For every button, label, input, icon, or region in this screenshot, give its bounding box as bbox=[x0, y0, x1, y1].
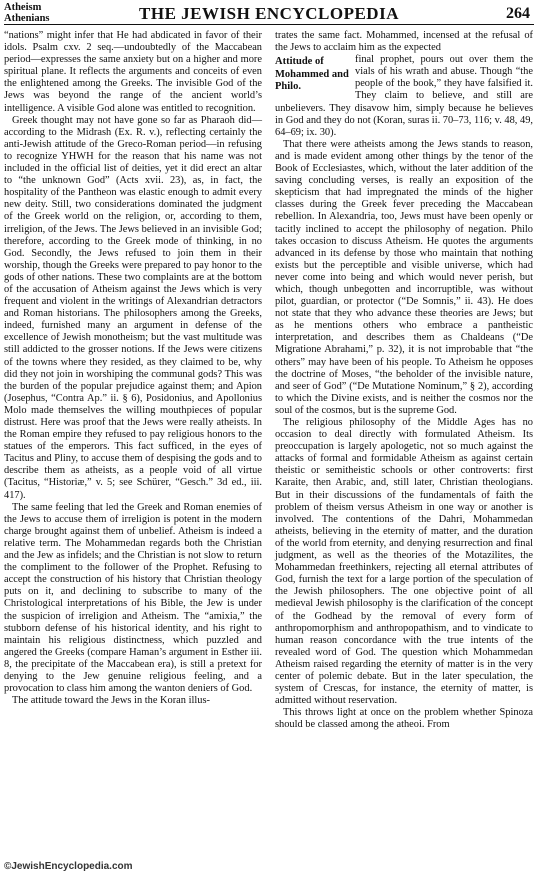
copyright-footer: ©JewishEncyclopedia.com bbox=[4, 861, 133, 872]
left-column bbox=[4, 30, 262, 707]
header-rule bbox=[4, 24, 534, 25]
page-number: 264 bbox=[506, 5, 530, 22]
paragraph: final prophet, pours out over them the vials of his wrath and abuse. Though “the people of the book,” they have falsified it. They claim to believe, and still are unbelievers. They disavow him, simply because he believes in God and they do not (Koran, suras ii. 70–73, 116; v. 48, 49, 64–69; ix. 30). bbox=[275, 54, 533, 138]
paragraph: The attitude toward the Jews in the Koran illus- bbox=[12, 695, 210, 707]
paragraph: “nations” might infer that He had abdicated in favor of their idols. Psalm cxv. 2 seq.—undoubtedly of the Maccabean period—expresses the same anxiety but on a higher and more spiritual plane. It reflects the arguments and conceits of even the enlightened among the Greeks. The invisible God of the Jews was beyond the range of the ancient world’s intelligence. A visible God alone was entitled to recognition. bbox=[4, 30, 262, 114]
paragraph: This throws light at once on the problem whether Spinoza should be classed among the atheoi. From bbox=[275, 707, 533, 731]
side-heading: Attitude of Mohammed and Philo. bbox=[275, 56, 349, 93]
paragraph: Greek thought may not have gone so far as Pharaoh did—according to the Midrash (Ex. R. v.), reflecting certainly the anti-Jewish attitude of the Greco-Roman period—in refusing to recognize YHWH for the reason that his name was not included in the official list of deities, yet it did erect an altar to “the unknown God” (Acts xvii. 23), as, in fact, the hospitality of the Pantheon was elastic enough to admit every new deity. Still, two considerations dominated the judgment of the Greek world on the religion, or, according to them, irreligion, of the Jews. The Jews believed in an invisible God; therefore, according to the Greek mode of thinking, in no God. Secondly, the Jews refused to join them in their worship, though the Greeks were prepared to pay honor to the gods of other nations. These two complaints are at the bottom of the accusation of Atheism against the Jews which is very frequent and violent in the writings of Alexandrian detractors and Roman historians. The philosophers among the Greeks, indeed, furnished many an argument in defense of the excellence of Jewish monotheism; but the vast multitude was still addicted to the grosser notions. If the Jews were citizens of the towns where they resided, as they claimed to be, why did they not join in worshiping the communal gods? This was the burden of the popular prejudice against them; and Apion (Josephus, “Contra Ap.” ii. § 6), Posidonius, and Apollonius Molo made themselves the willing mouthpieces of popular distrust. Here was proof that the Jews were really atheists. In the Roman empire they refused to pay religious honors to the statues of the emperors. This fact sufficed, in the eyes of Tacitus and Pliny, to accuse them of despising the gods and to describe them as atheists, as a people void of all virtue (Tacitus, “Historiæ,” v. 5; see Schürer, “Gesch.” 3d ed., iii. 417). bbox=[4, 114, 262, 501]
running-head-first: Atheism bbox=[4, 2, 42, 13]
paragraph: The same feeling that led the Greek and Roman enemies of the Jews to accuse them of irreligion is potent in the modern charge brought against them of unbelief. Atheism is indeed a relative term. The Mohammedan regards both the Christian and the Jew as infidels; and the Christian is not slow to return the compliment to the follower of the Prophet. Refusing to accept the construction of his history that Christian theology puts on it, and declining to subscribe to many of the Christological interpretations of his Bible, the Jew is under the suspicion of irreligion and Atheism. The “amixia,” the stubborn defense of his historical identity, and his right to maintain his religious distinctness, which puzzled and angered the Greeks (compare Haman’s argument in Esther iii. 8, the precipitate of the Maccabean era), is still a pretext for denying to the Jew genuine religious feeling, and a provocation to class him among the wanton deniers of God. bbox=[4, 501, 262, 695]
paragraph: trates the same fact. Mohammed, incensed at the refusal of the Jews to acclaim him as the expected bbox=[275, 30, 533, 54]
running-head-last: Athenians bbox=[4, 13, 50, 24]
right-column bbox=[275, 30, 533, 731]
page-title: THE JEWISH ENCYCLOPEDIA bbox=[139, 4, 399, 23]
paragraph: The religious philosophy of the Middle Ages has no occasion to deal directly with formulated Atheism. Its preoccupation is largely apologetic, not so much against the attacks of formal and formidable Atheism as against certain theistic or semitheistic schools or other controverts: first Karaite, then Arabic, and, still later, Christian theologians. But in their discussions of the fundamentals of faith the problem of theism versus Atheism in one way or another is involved. The contentions of the Dahri, Mohammedan atheists, believing in the eternity of matter, and the duration of the world from eternity, and denying resurrection and final judgment, as well as the theories of the Motazilites, the Mohammedan freethinkers, rejecting all eternal attributes of God, furnish the text for a large portion of the speculation of the Jewish philosophers. The one objective point of all medieval Jewish philosophy is the clarification of the concept of the Godhead by the removal of every form of anthropomorphism and anthropopathism, and to vindicate to human reason concordance with the true intents of the revealed word of God. The question which Mohammedan Atheism raised regarding the eternity of matter is in the very center of polemic debate. But in the later speculation, the system of Crescas, for instance, the eternity of matter, is admitted without reservation. bbox=[275, 417, 533, 707]
paragraph: That there were atheists among the Jews stands to reason, and is made evident among other things by the tenor of the Book of Ecclesiastes, which, without the later addition of the saving concluding verses, is really an exposition of the skepticism that had impregnated the minds of the higher classes during the Greek fever preceding the Maccabean rebellion. In Alexandria, too, Jews must have been openly or tacitly inclined to accept the philosophy of negation. Philo takes occasion to discuss Atheism. He quotes the arguments advanced in its defense by those who maintain that nothing exists but the perceptible and visible universe, which had never come into being and which would never perish, but which, though unbegotten and incorruptible, was without pilot, guardian, or protector (“De Somnis,” ii. 43). He does not state that they who advance these theories are Jews; but as he mentions others who embrace a pantheistic interpretation, and describes them as Chaldeans (“De Migratione Abrahami,” p. 32), it is not improbable that “the others” may have been of his people. To Atheism he opposes the doctrine of Moses, “the beholder of the invisible nature, and seer of God” (“De Mutatione Nominum,” § 2), according to which the Divine exists, and is neither the cosmos nor the soul of the cosmos, but is the supreme God. bbox=[275, 138, 533, 416]
